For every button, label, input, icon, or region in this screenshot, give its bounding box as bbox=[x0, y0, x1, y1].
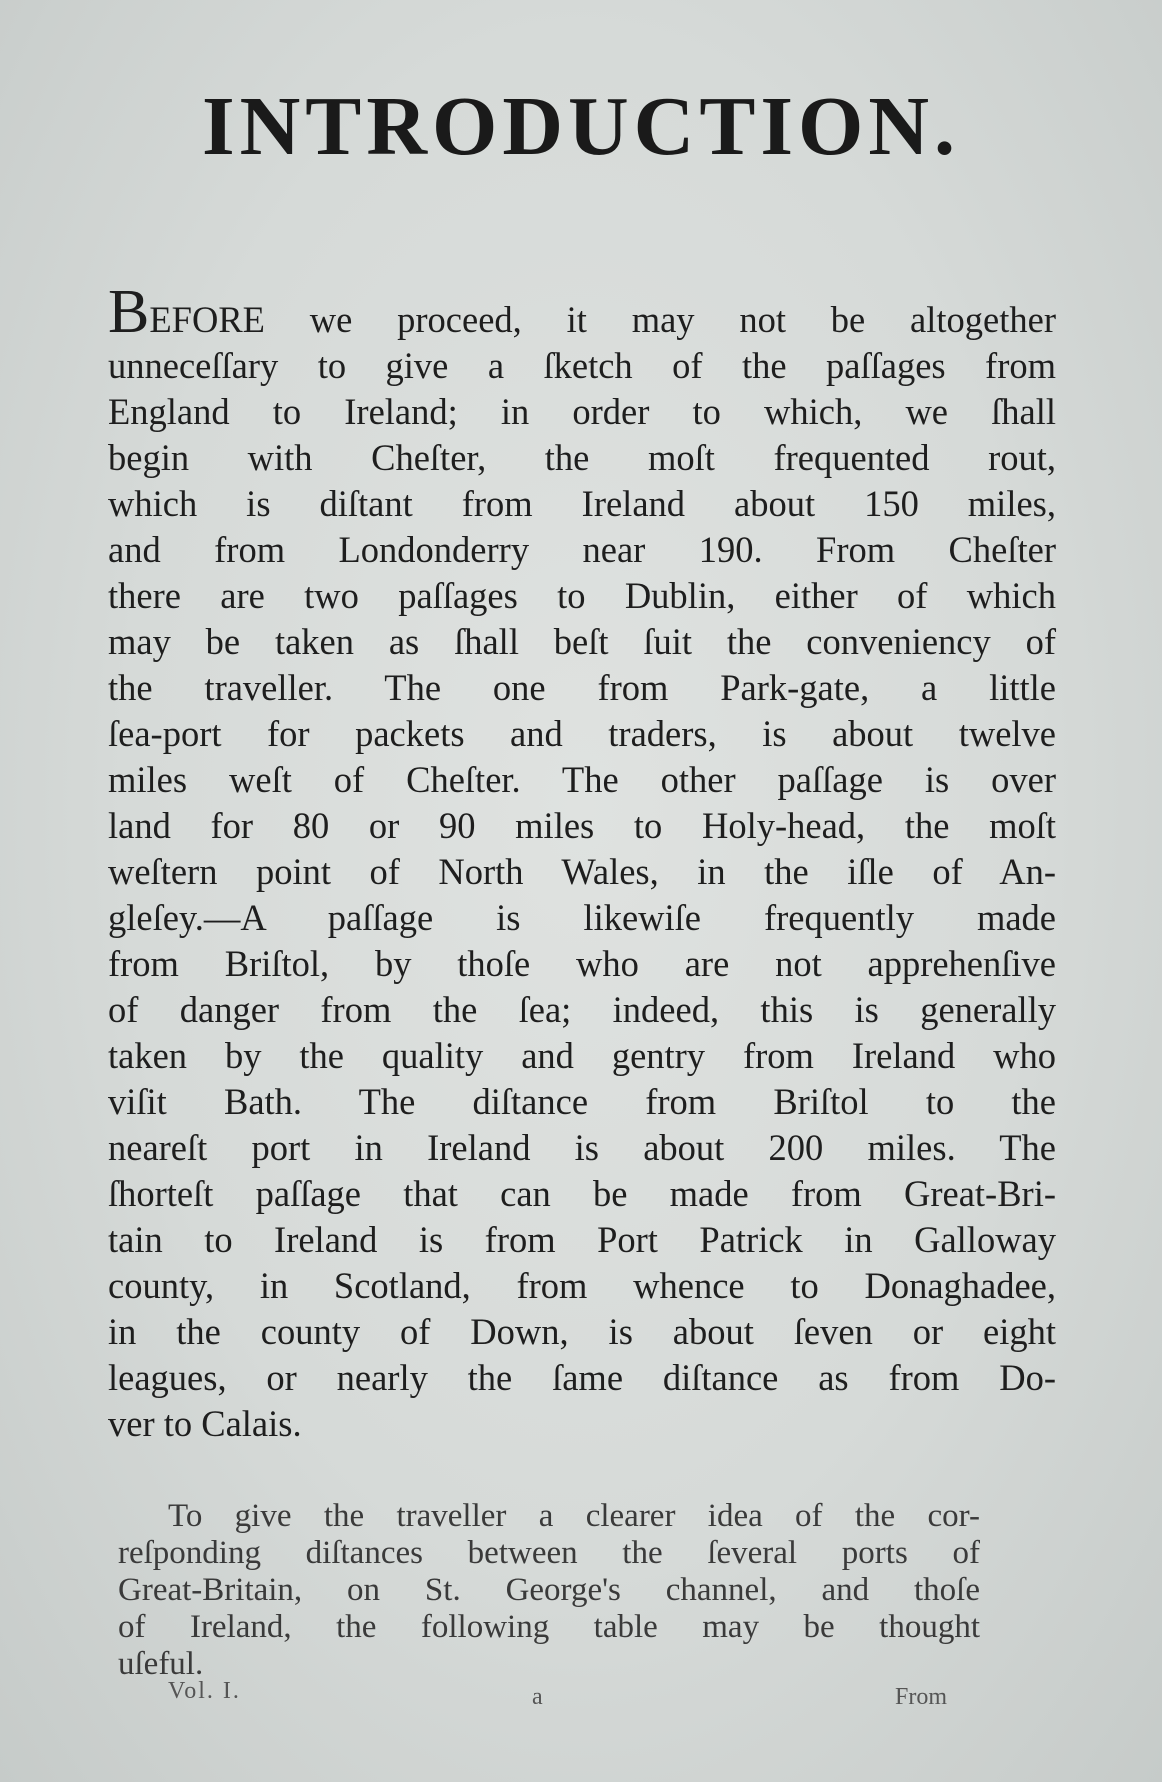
paragraph-1-line-8: may be taken as ſhall beſt ſuit the conveniency of bbox=[108, 621, 1056, 662]
catchword: From bbox=[895, 1684, 948, 1710]
paragraph-1-line-4: begin with Cheſter, the moſt frequented rout, bbox=[108, 437, 1056, 478]
paragraph-2-line-4: of Ireland, the following table may be thought bbox=[118, 1609, 980, 1645]
paragraph-1-line-17: taken by the quality and gentry from Ireland who bbox=[108, 1035, 1056, 1076]
line-text: we proceed, it may not be altogether bbox=[264, 299, 1056, 340]
paragraph-1-line-20: ſhorteſt paſſage that can be made from Great-Bri- bbox=[108, 1173, 1056, 1214]
paragraph-1-line-1 bbox=[108, 278, 1056, 346]
paragraph-1-line-14: gleſey.—A paſſage is likewiſe frequently made bbox=[108, 897, 1056, 938]
paragraph-2-line-1: To give the traveller a clearer idea of the cor- bbox=[168, 1498, 980, 1534]
paragraph-1-line-25: ver to Calais. bbox=[108, 1403, 302, 1444]
paragraph-1-line-2: unneceſſary to give a ſketch of the paſſages from bbox=[108, 345, 1056, 386]
paragraph-1-line-12: land for 80 or 90 miles to Holy-head, the moſt bbox=[108, 805, 1056, 846]
paragraph-2-line-2: reſponding diſtances between the ſeveral ports of bbox=[118, 1535, 980, 1571]
paragraph-1-line-22: county, in Scotland, from whence to Donaghadee, bbox=[108, 1265, 1056, 1306]
paragraph-2-line-3: Great-Britain, on St. George's channel, and thoſe bbox=[118, 1572, 980, 1608]
paragraph-1-line-18: viſit Bath. The diſtance from Briſtol to the bbox=[108, 1081, 1056, 1122]
volume-mark: Vol. I. bbox=[168, 1678, 241, 1704]
paragraph-2-line-5: uſeful. bbox=[118, 1646, 204, 1682]
paragraph-1-line-15: from Briſtol, by thoſe who are not apprehenſive bbox=[108, 943, 1056, 984]
paragraph-1-line-11: miles weſt of Cheſter. The other paſſage is over bbox=[108, 759, 1056, 800]
paragraph-1-line-19: neareſt port in Ireland is about 200 miles. The bbox=[108, 1127, 1056, 1168]
paragraph-1-line-9: the traveller. The one from Park-gate, a little bbox=[108, 667, 1056, 708]
signature-mark: a bbox=[532, 1684, 543, 1710]
paragraph-1-line-24: leagues, or nearly the ſame diſtance as from Do- bbox=[108, 1357, 1056, 1398]
paragraph-1-line-16: of danger from the ſea; indeed, this is generally bbox=[108, 989, 1056, 1030]
paragraph-1-line-21: tain to Ireland is from Port Patrick in Galloway bbox=[108, 1219, 1056, 1260]
page-footer bbox=[0, 1678, 1162, 1718]
page-title: INTRODUCTION. bbox=[201, 80, 961, 173]
paragraph-1-line-10: ſea-port for packets and traders, is about twelve bbox=[108, 713, 1056, 754]
paragraph-1 bbox=[108, 278, 1056, 1447]
paragraph-1-line-3: England to Ireland; in order to which, we ſhall bbox=[108, 391, 1056, 432]
paragraph-1-line-5: which is diſtant from Ireland about 150 miles, bbox=[108, 483, 1056, 524]
paragraph-1-line-6: and from Londonderry near 190. From Cheſter bbox=[108, 529, 1056, 570]
paragraph-1-line-7: there are two paſſages to Dublin, either of which bbox=[108, 575, 1056, 616]
drop-cap: B bbox=[108, 278, 150, 346]
paragraph-2 bbox=[118, 1498, 980, 1683]
paragraph-1-line-23: in the county of Down, is about ſeven or eight bbox=[108, 1311, 1056, 1352]
lead-word: EFORE bbox=[149, 299, 265, 340]
paragraph-1-line-13: weſtern point of North Wales, in the iſle of An- bbox=[108, 851, 1056, 892]
